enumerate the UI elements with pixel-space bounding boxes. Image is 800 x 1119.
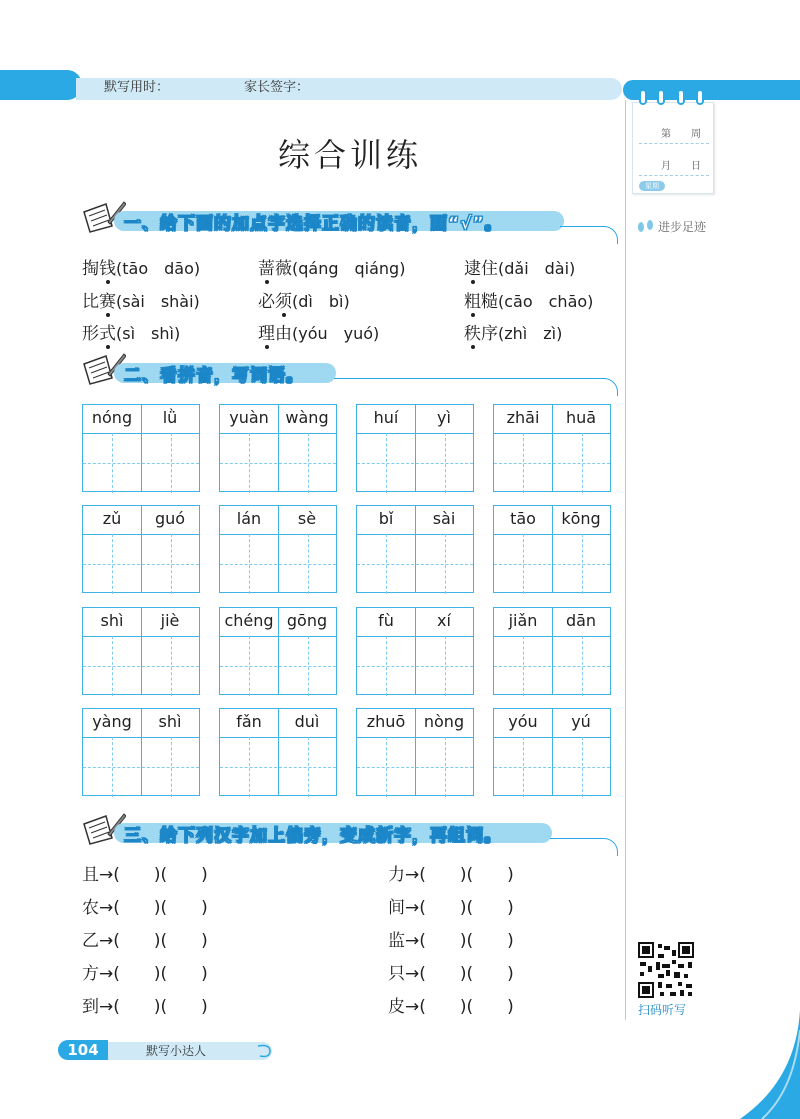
radical-item: 乙→( )( ) [82,931,208,951]
parent-signature-label: 家长签字： [244,80,310,95]
guide-line [308,534,309,594]
radical-item: 且→( )( ) [82,865,208,885]
guide-line [582,636,583,696]
grid-line [83,737,199,738]
margin-rule [625,100,626,1020]
guide-line [445,636,446,696]
pinyin-syllable: duì [294,712,320,731]
reading-item: 形式(sì shì) [82,319,180,344]
pinyin-syllable: sài [432,509,456,528]
radical-item: 农→( )( ) [82,898,208,918]
guide-line [582,534,583,594]
guide-line [357,767,473,768]
pinyin-syllable: yóu [508,712,538,731]
pinyin-syllable: shì [158,712,182,731]
pinyin-syllable: huā [565,408,597,427]
pinyin-syllable: zhuō [366,712,406,731]
word-box[interactable] [356,404,474,492]
section-1-rule [560,226,602,227]
section-3-heading: 三、给下列汉字加上偏旁，变成新字，再组词。 [124,826,502,846]
guide-line [83,463,199,464]
radical-item: 只→( )( ) [388,964,514,984]
guide-line [112,433,113,493]
section-2-heading: 二、看拼音，写词语。 [124,366,304,386]
word-box[interactable] [219,404,337,492]
pinyin-syllable: jiè [160,611,180,630]
grid-line [220,534,336,535]
calendar-date-label: 月 日 [661,161,701,172]
calendar-weekday-badge: 星期 [639,181,665,191]
pinyin-syllable: lán [236,509,262,528]
section-3-rule [550,838,602,839]
guide-line [494,666,610,667]
guide-line [249,737,250,797]
grid-line [357,534,473,535]
guide-line [445,433,446,493]
pinyin-syllable: yuàn [229,408,269,427]
guide-line [83,767,199,768]
guide-line [357,564,473,565]
pinyin-syllable: huí [373,408,399,427]
guide-line [494,767,610,768]
pinyin-syllable: dān [565,611,597,630]
pinyin-syllable: shì [100,611,124,630]
guide-line [523,433,524,493]
page-number: 104 [58,1040,108,1060]
pinyin-syllable: jiǎn [508,611,538,630]
header-accent-pill [0,70,82,100]
word-box[interactable] [493,505,611,593]
section-1-curve [600,226,618,244]
curl-icon [256,1042,274,1060]
guide-line [83,666,199,667]
page-title: 综合训练 [277,136,422,174]
pinyin-syllable: sè [297,509,317,528]
section-1-heading: 一、给下面的加点字选择正确的读音，画“√”。 [124,214,503,234]
guide-line [523,534,524,594]
qr-code-icon[interactable] [638,942,694,998]
pinyin-syllable: chéng [224,611,274,630]
grid-line [220,433,336,434]
guide-line [112,636,113,696]
ring-icon [639,89,647,105]
guide-line [171,433,172,493]
section-2-curve [600,378,618,396]
section-3-curve [600,838,618,856]
grid-line [83,433,199,434]
reading-item: 必须(dì bì) [258,287,350,312]
guide-line [220,767,336,768]
guide-line [171,737,172,797]
pinyin-syllable: yú [571,712,591,731]
ring-icon [677,89,685,105]
footprints-icon [636,218,656,234]
word-box[interactable] [493,404,611,492]
word-box[interactable] [82,607,200,695]
pinyin-syllable: fǎn [236,712,262,731]
guide-line [523,636,524,696]
dictation-time-label: 默写用时： [104,80,170,95]
pinyin-syllable: yì [437,408,451,427]
guide-line [220,564,336,565]
pinyin-syllable: lǜ [162,408,178,427]
word-box[interactable] [493,607,611,695]
guide-line [171,534,172,594]
guide-line [582,433,583,493]
guide-line [386,737,387,797]
pinyin-syllable: nóng [91,408,133,427]
pinyin-syllable: xí [437,611,451,630]
pinyin-syllable: yàng [92,712,132,731]
guide-line [220,463,336,464]
guide-line [112,737,113,797]
reading-item: 比赛(sài shài) [82,287,200,312]
grid-line [220,636,336,637]
reading-item: 掏钱(tāo dāo) [82,254,200,279]
guide-line [386,534,387,594]
grid-line [83,534,199,535]
pinyin-syllable: gōng [286,611,328,630]
scan-dictation-label: 扫码听写 [638,1003,687,1017]
guide-line [249,534,250,594]
pinyin-syllable: kōng [561,509,601,528]
word-box[interactable] [219,607,337,695]
ring-icon [657,89,665,105]
pinyin-syllable: zhāi [506,408,540,427]
radical-item: 方→( )( ) [82,964,208,984]
pinyin-syllable: guó [154,509,186,528]
pinyin-syllable: tāo [510,509,536,528]
word-box[interactable] [356,708,474,796]
reading-item: 蔷薇(qáng qiáng) [258,254,405,279]
word-box[interactable] [219,505,337,593]
guide-line [249,433,250,493]
grid-line [357,433,473,434]
guide-line [308,636,309,696]
grid-line [494,636,610,637]
word-box[interactable] [493,708,611,796]
pinyin-syllable: wàng [285,408,329,427]
guide-line [494,463,610,464]
word-box[interactable] [82,708,200,796]
grid-line [494,534,610,535]
reading-item: 逮住(dǎi dài) [464,254,575,279]
progress-label: 进步足迹 [658,220,707,234]
guide-line [494,564,610,565]
calendar-week-label: 第 周 [661,129,701,140]
word-box[interactable] [219,708,337,796]
guide-line [386,433,387,493]
radical-item: 皮→( )( ) [388,997,514,1017]
word-box[interactable] [356,505,474,593]
side-accent-strip [623,80,800,100]
grid-line [357,737,473,738]
guide-line [582,737,583,797]
ring-icon [696,89,704,105]
reading-item: 粗糙(cāo chāo) [464,287,593,312]
radical-item: 间→( )( ) [388,898,514,918]
word-box[interactable] [356,607,474,695]
radical-item: 到→( )( ) [82,997,208,1017]
pinyin-syllable: nòng [423,712,465,731]
guide-line [83,564,199,565]
guide-line [112,534,113,594]
word-box[interactable] [82,505,200,593]
grid-line [494,737,610,738]
page-corner-decoration [700,1000,800,1119]
guide-line [523,737,524,797]
pinyin-syllable: fù [378,611,394,630]
guide-line [445,534,446,594]
guide-line [308,433,309,493]
grid-line [220,737,336,738]
radical-item: 力→( )( ) [388,865,514,885]
grid-line [357,636,473,637]
grid-line [494,433,610,434]
reading-item: 秩序(zhì zì) [464,319,562,344]
word-box[interactable] [82,404,200,492]
guide-line [445,737,446,797]
guide-line [357,666,473,667]
guide-line [357,463,473,464]
grid-line [83,636,199,637]
reading-item: 理由(yóu yuó) [258,319,379,344]
pinyin-syllable: zǔ [102,509,122,528]
guide-line [220,666,336,667]
section-2-rule [334,378,602,379]
pinyin-syllable: bǐ [378,509,394,528]
radical-item: 监→( )( ) [388,931,514,951]
guide-line [386,636,387,696]
guide-line [171,636,172,696]
guide-line [249,636,250,696]
guide-line [308,737,309,797]
footer-label: 默写小达人 [146,1044,207,1058]
